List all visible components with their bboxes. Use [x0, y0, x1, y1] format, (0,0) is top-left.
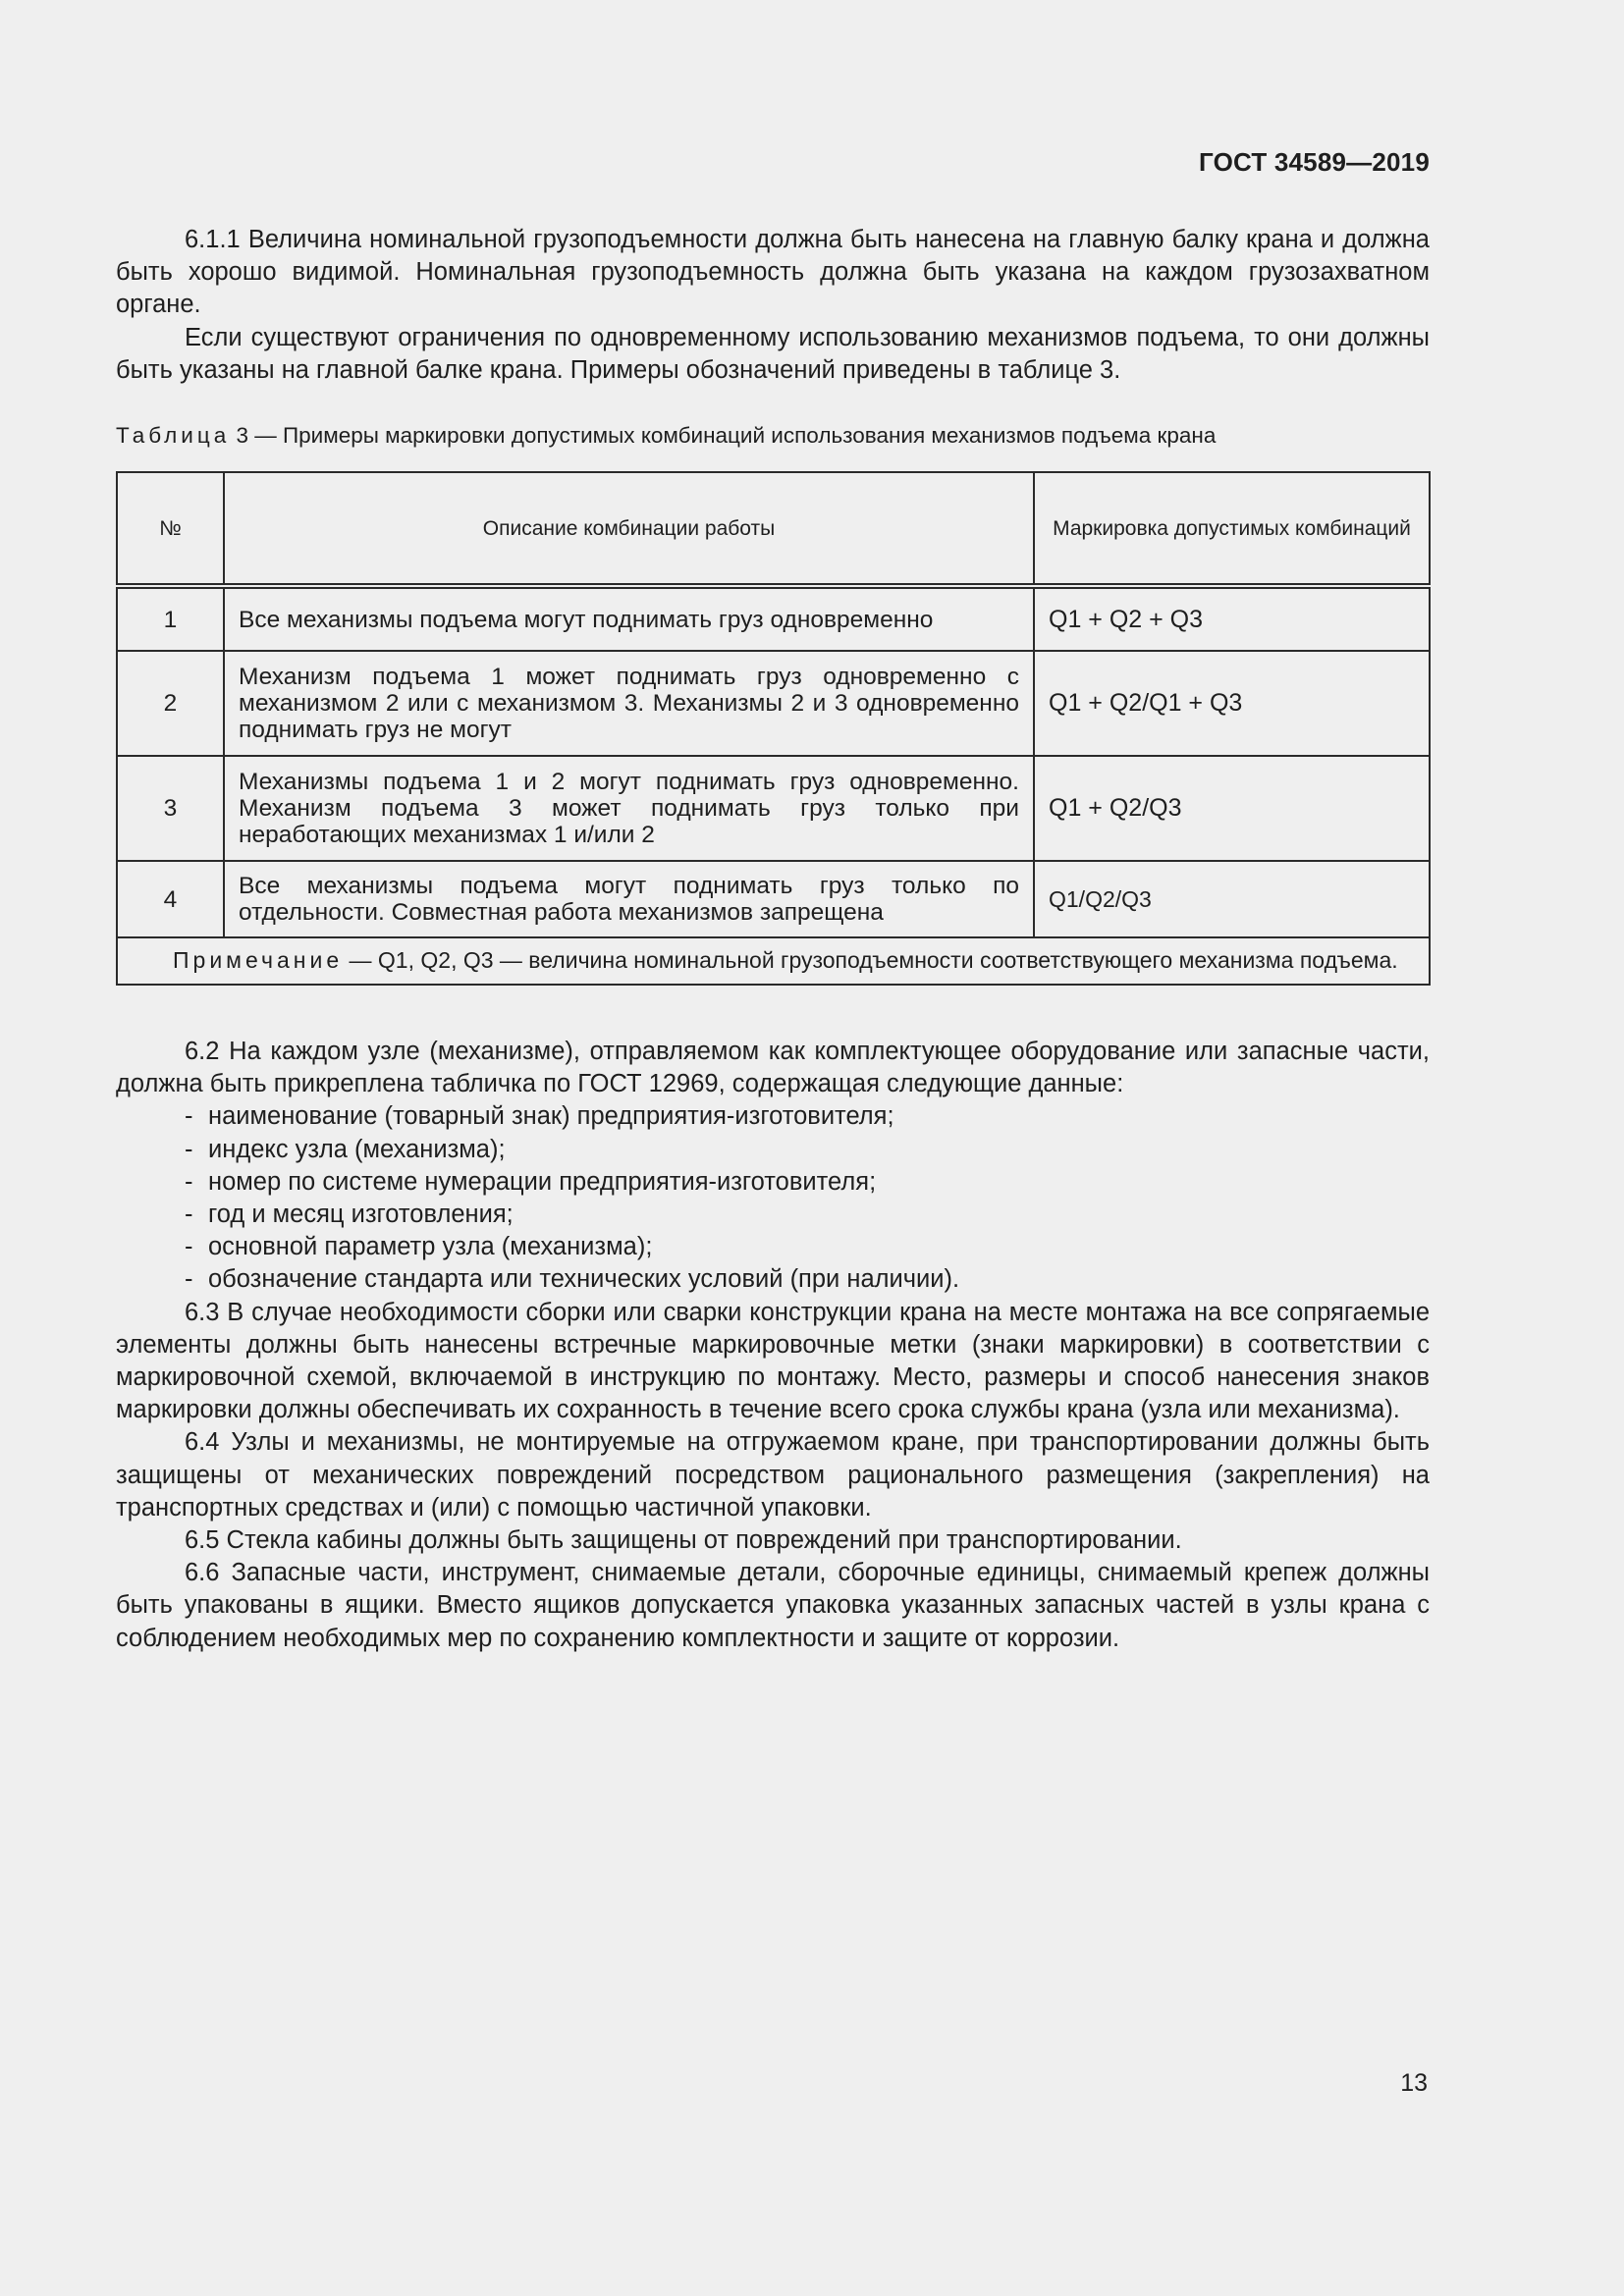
- list-item: [116, 1100, 1430, 1133]
- marking-table: [116, 471, 1431, 986]
- list-item: [116, 1263, 1430, 1296]
- row-description: Механизмы подъема 1 и 2 могут поднимать груз одновременно. Механизм подъема 3 может поднимать груз только при неработающих механизмах 1 и/или 2: [224, 756, 1034, 861]
- header-num: №: [117, 472, 224, 586]
- row-num: 3: [117, 756, 224, 861]
- table-caption-text: 3 — Примеры маркировки допустимых комбинаций использования механизмов подъема крана: [230, 423, 1217, 448]
- list-item: [116, 1199, 1430, 1231]
- row-marking: Q1 + Q2 + Q3: [1034, 586, 1430, 651]
- list-item-text: год и месяц изготовления;: [208, 1201, 514, 1229]
- page-number: 13: [1400, 2069, 1428, 2097]
- row-marking: Q1 + Q2/Q3: [1034, 756, 1430, 861]
- list-item: [116, 1134, 1430, 1166]
- paragraph-6-1-1: 6.1.1 Величина номинальной грузоподъемности должна быть нанесена на главную балку крана и должна быть хорошо видимой. Номинальная грузоподъемность должна быть указана на каждом грузозахватном органе.: [116, 226, 1430, 319]
- intro-section: [116, 224, 1430, 387]
- paragraph-6-4: 6.4 Узлы и механизмы, не монтируемые на отгружаемом кране, при транспортировании должны быть защищены от механических повреждений посредством рационального размещения (закрепления) на транспортных средствах и (или) с помощью частичной упаковки.: [116, 1428, 1430, 1522]
- table-caption-label: Таблица: [116, 423, 231, 448]
- table-row: [117, 586, 1430, 651]
- list-item: [116, 1166, 1430, 1199]
- document-id: ГОСТ 34589—2019: [1199, 147, 1430, 177]
- row-description: Все механизмы подъема могут поднимать груз только по отдельности. Совместная работа механизмов запрещена: [224, 861, 1034, 937]
- table-header-row: [117, 472, 1430, 586]
- row-description: Все механизмы подъема могут поднимать груз одновременно: [224, 586, 1034, 651]
- row-num: 1: [117, 586, 224, 651]
- table-row: [117, 651, 1430, 756]
- dash-marker: -: [185, 1135, 193, 1163]
- list-item-text: номер по системе нумерации предприятия-изготовителя;: [208, 1167, 877, 1196]
- row-marking: Q1 + Q2/Q1 + Q3: [1034, 651, 1430, 756]
- paragraph-6-3: 6.3 В случае необходимости сборки или сварки конструкции крана на месте монтажа на все сопрягаемые элементы должны быть нанесены встречные маркировочные метки (знаки маркировки) в соответствии с маркировочной схемой, включаемой в инструкцию по монтажу. Место, размеры и способ нанесения знаков маркировки должны обеспечивать их сохранность в течение всего срока службы крана (узла или механизма).: [116, 1298, 1430, 1424]
- dash-marker: -: [185, 1201, 193, 1229]
- table-row: [117, 756, 1430, 861]
- row-num: 2: [117, 651, 224, 756]
- dash-marker: -: [185, 1233, 193, 1261]
- list-item-text: индекс узла (механизма);: [208, 1135, 506, 1163]
- table-row: [117, 861, 1430, 937]
- row-marking: Q1/Q2/Q3: [1034, 861, 1430, 937]
- paragraph-6-2: 6.2 На каждом узле (механизме), отправляемом как комплектующее оборудование или запасные части, должна быть прикреплена табличка по ГОСТ 12969, содержащая следующие данные:: [116, 1038, 1430, 1098]
- row-description: Механизм подъема 1 может поднимать груз одновременно с механизмом 2 или с механизмом 3. Механизмы 2 и 3 одновременно поднимать груз не могут: [224, 651, 1034, 756]
- list-item-text: основной параметр узла (механизма);: [208, 1233, 653, 1261]
- row-num: 4: [117, 861, 224, 937]
- list-item-text: наименование (товарный знак) предприятия-изготовителя;: [208, 1102, 894, 1131]
- table-caption: [116, 421, 1430, 451]
- note-label: Примечание: [173, 947, 344, 973]
- table-note-row: [117, 937, 1430, 985]
- paragraph-6-5: 6.5 Стекла кабины должны быть защищены от повреждений при транспортировании.: [185, 1526, 1182, 1555]
- list-item: [116, 1231, 1430, 1263]
- paragraph-restrictions: Если существуют ограничения по одновременному использованию механизмов подъема, то они должны быть указаны на главной балке крана. Примеры обозначений приведены в таблице 3.: [116, 323, 1430, 384]
- list-item-text: обозначение стандарта или технических условий (при наличии).: [208, 1265, 960, 1294]
- main-section: [116, 1036, 1430, 1655]
- header-marking: Маркировка допустимых комбинаций: [1034, 472, 1430, 586]
- dash-marker: -: [185, 1102, 193, 1131]
- dash-marker: -: [185, 1265, 193, 1294]
- header-description: Описание комбинации работы: [224, 472, 1034, 586]
- paragraph-6-6: 6.6 Запасные части, инструмент, снимаемые детали, сборочные единицы, снимаемый крепеж должны быть упакованы в ящики. Вместо ящиков допускается упаковка указанных запасных частей в узлы крана с соблюдением необходимых мер по сохранению комплектности и защите от коррозии.: [116, 1559, 1430, 1652]
- table-note: [117, 937, 1430, 985]
- note-text: — Q1, Q2, Q3 — величина номинальной грузоподъемности соответствующего механизма подъема.: [343, 947, 1398, 973]
- dash-marker: -: [185, 1167, 193, 1196]
